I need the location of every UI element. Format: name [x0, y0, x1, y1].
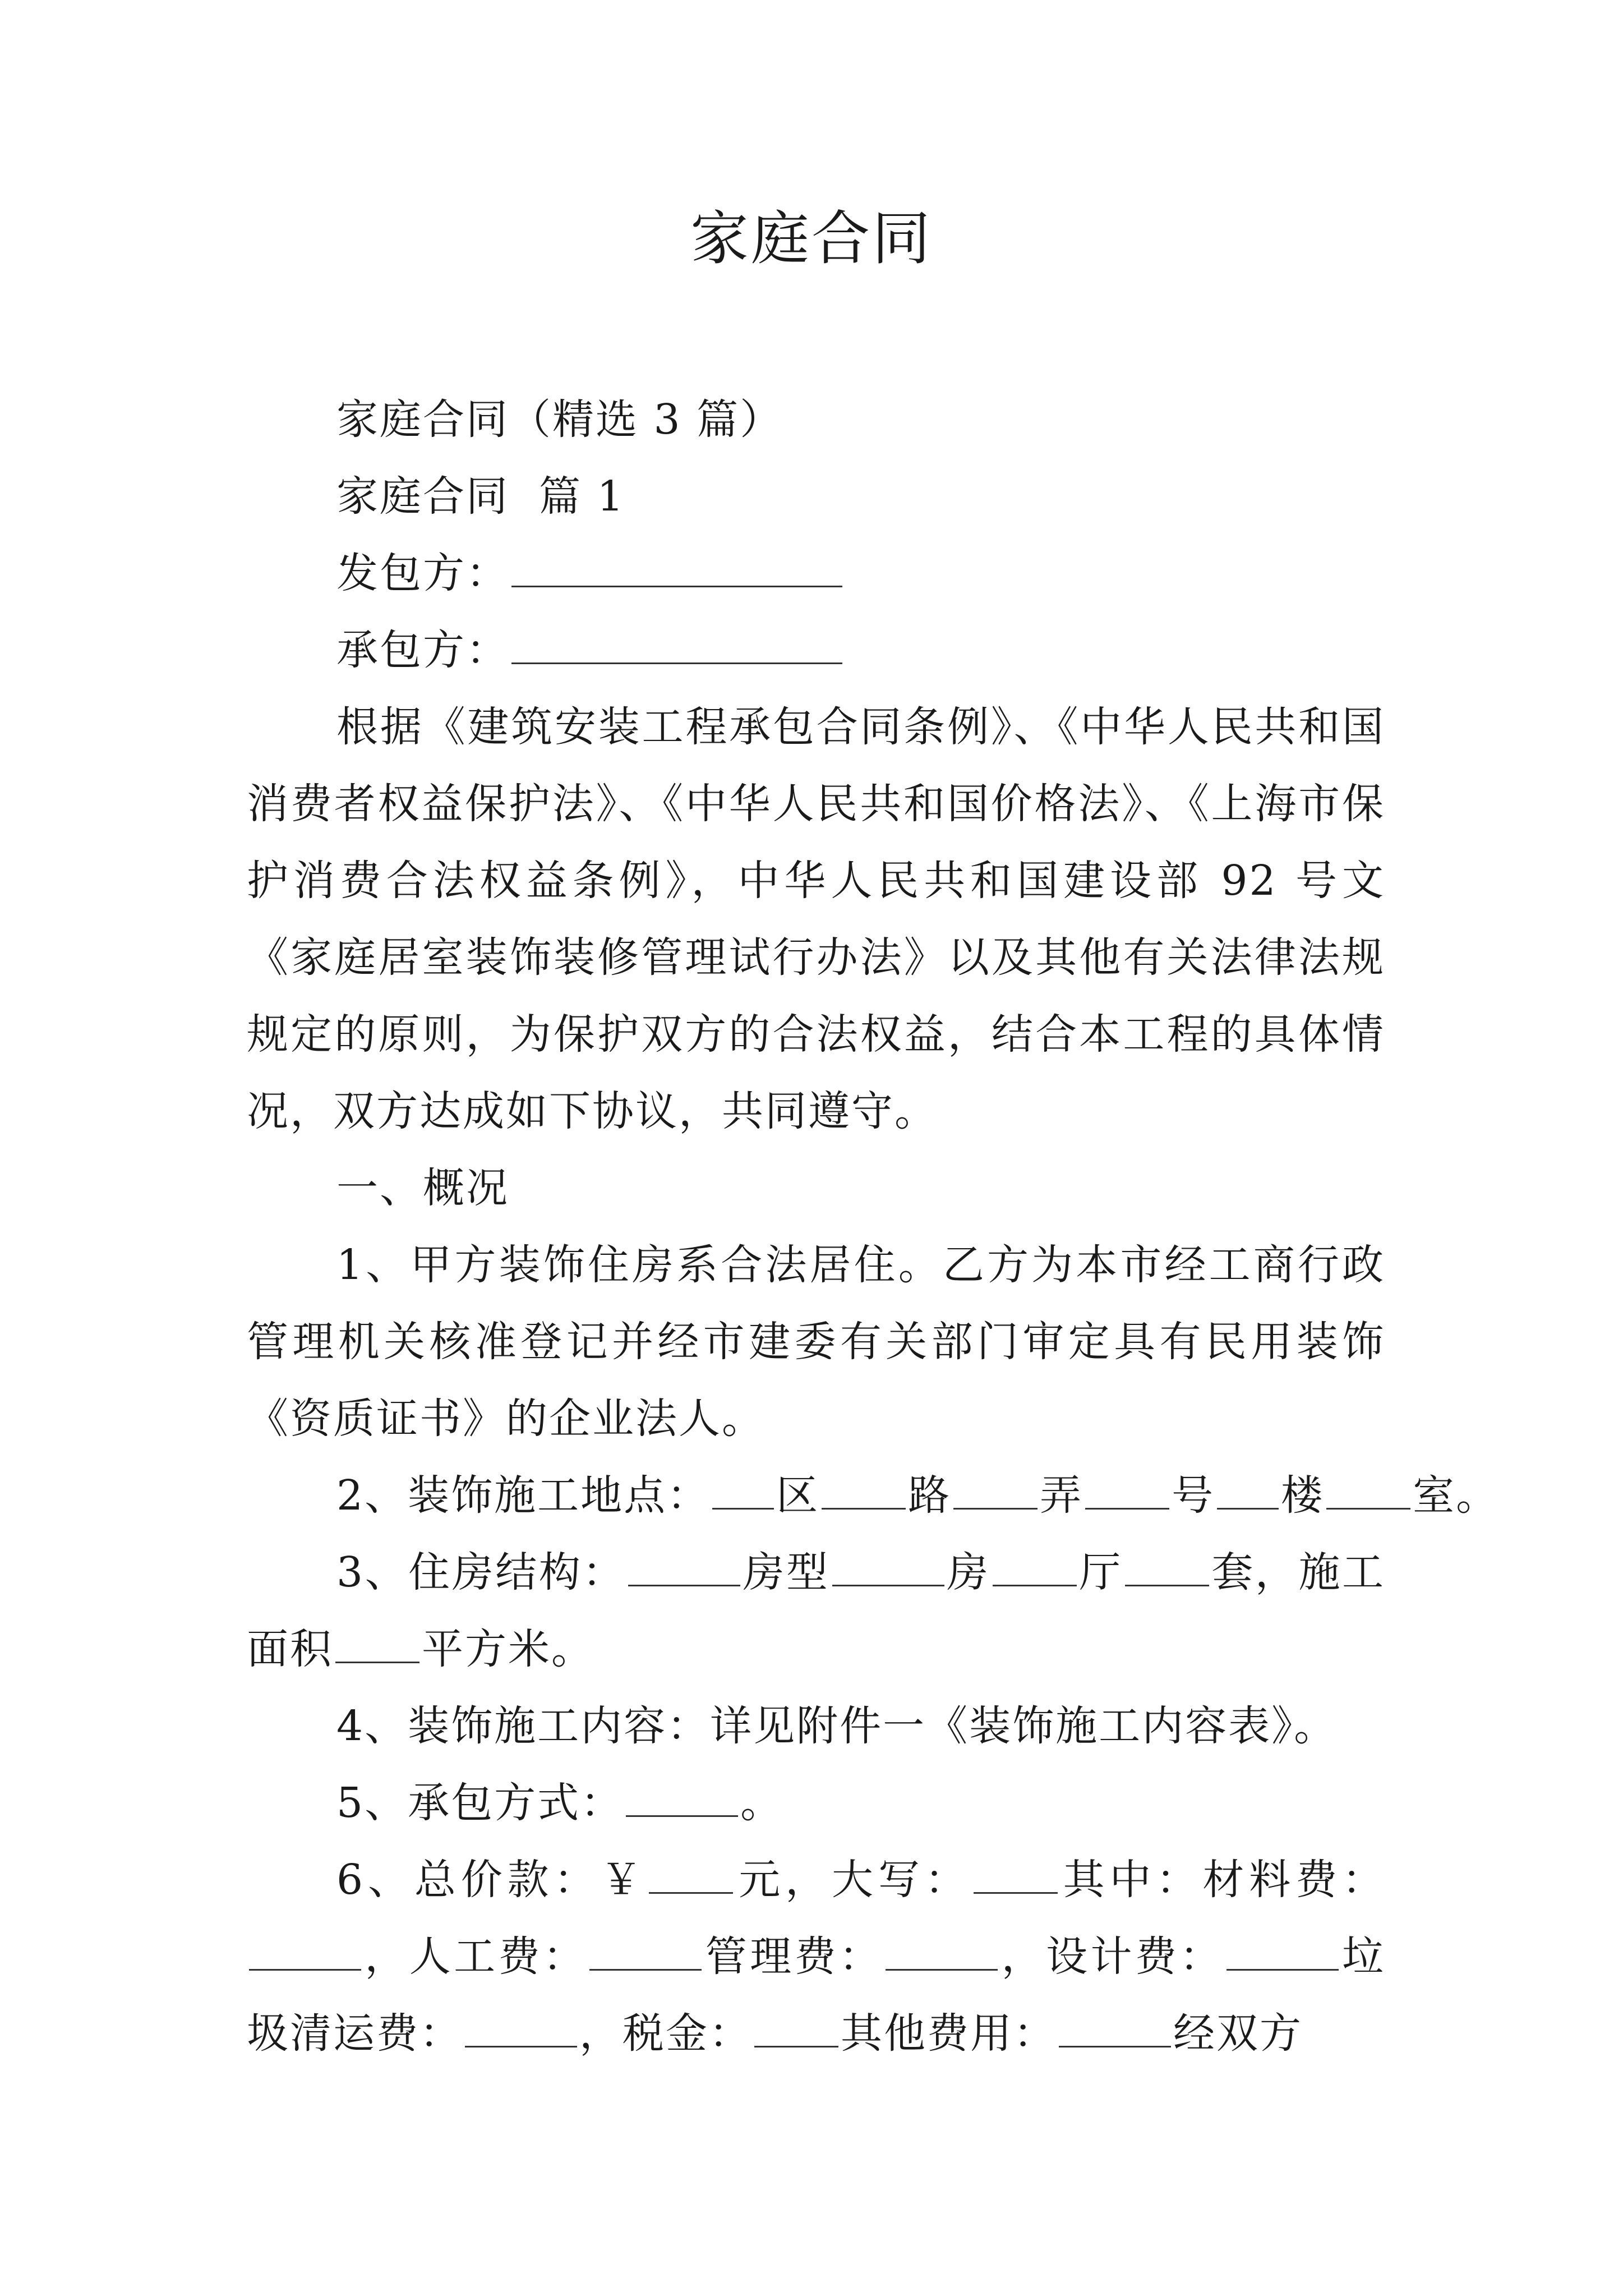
- room-blank: [1326, 1470, 1410, 1510]
- party-b-label: 承包方：: [336, 626, 509, 674]
- item-2-road: 路: [908, 1471, 952, 1520]
- item-6-label: 6、总价款：￥: [336, 1856, 647, 1904]
- item-2-lane: 弄: [1040, 1471, 1083, 1520]
- building-blank: [1217, 1470, 1279, 1510]
- item-6-yuan: 元，大写：: [735, 1856, 971, 1904]
- total-amount-blank: [649, 1855, 733, 1894]
- item-3-sets: 套，施工面积: [247, 1548, 1386, 1673]
- party-b-blank: [511, 625, 842, 664]
- lane-blank: [953, 1470, 1038, 1510]
- document-body: [247, 381, 1500, 2072]
- item-5-label: 5、承包方式：: [336, 1779, 624, 1827]
- road-blank: [822, 1470, 906, 1510]
- party-a-label: 发包方：: [336, 549, 509, 597]
- item-6-including: 其中：材料费：: [1059, 1856, 1386, 1904]
- tax-blank: [754, 2008, 838, 2047]
- item-3-halls: 厅: [1078, 1548, 1123, 1596]
- garbage-fee-blank: [465, 2008, 577, 2047]
- party-a-blank: [511, 548, 842, 587]
- item-2-number: 号: [1172, 1471, 1215, 1520]
- document-subtitle: 家庭合同（精选 3 篇）: [336, 395, 783, 444]
- number-blank: [1085, 1470, 1169, 1510]
- intro-paragraph: 根据《建筑安装工程承包合同条例》、《中华人民共和国消费者权益保护法》、《中华人民共和国价格法》、《上海市保护消费合法权益条例》，中华人民共和国建设部 92 号文《家庭居室装饰装修管理试行办法》以及其他有关法律法规规定的原则，为保护双方的合法权益，结合本工程的具体情况，双方达成如下协议，共同遵守。: [247, 703, 1385, 1135]
- rooms-blank: [832, 1547, 944, 1586]
- halls-blank: [993, 1547, 1077, 1586]
- contract-method-blank: [626, 1778, 738, 1817]
- item-6-garbage: 垃圾清运费：: [247, 1932, 1386, 2058]
- sets-blank: [1125, 1547, 1209, 1586]
- district-blank: [712, 1470, 774, 1510]
- section-heading: 家庭合同 篇 1: [336, 472, 625, 521]
- other-fee-blank: [1059, 2008, 1171, 2047]
- item-2-room: 室。: [1413, 1471, 1500, 1520]
- type-blank: [628, 1547, 740, 1586]
- item-3-label: 3、住房结构：: [336, 1548, 626, 1596]
- item-3-type: 房型: [742, 1548, 830, 1596]
- party-a-line: [247, 535, 1385, 612]
- item-3-area: 平方米。: [422, 1625, 594, 1673]
- item-2-building: 楼: [1281, 1471, 1325, 1520]
- item-6-tail: 经双方: [1173, 2009, 1303, 2058]
- item-3-rooms: 房: [946, 1548, 990, 1596]
- item-6-tax: ，税金：: [579, 2009, 752, 2058]
- area-blank: [335, 1624, 419, 1663]
- item-2-district: 区: [776, 1471, 820, 1520]
- item-6-labor: ，人工费：: [363, 1932, 588, 1981]
- design-fee-blank: [1227, 1931, 1339, 1971]
- labor-fee-blank: [589, 1931, 702, 1971]
- amount-in-words-blank: [974, 1855, 1058, 1894]
- item-2-label: 2、装饰施工地点：: [336, 1471, 711, 1520]
- document-title: 家庭合同: [690, 204, 933, 273]
- item-6-design: ，设计费：: [1000, 1932, 1224, 1981]
- item-2-line: [247, 1457, 1500, 1534]
- item-6-other: 其他费用：: [841, 2009, 1057, 2058]
- section-1-heading: 一、概况: [336, 1164, 509, 1212]
- item-1-paragraph: 1、甲方装饰住房系合法居住。乙方为本市经工商行政管理机关核准登记并经市建委有关部门审定具有民用装饰《资质证书》的企业法人。: [247, 1241, 1385, 1443]
- item-6-paragraph: [247, 1842, 1385, 2072]
- party-b-line: [247, 612, 1385, 689]
- item-6-management: 管理费：: [704, 1932, 884, 1981]
- management-fee-blank: [886, 1931, 998, 1971]
- material-fee-blank: [249, 1931, 361, 1971]
- item-3-paragraph: [247, 1534, 1385, 1688]
- item-5-line: [247, 1765, 1385, 1842]
- item-4-line: 4、装饰施工内容：详见附件一《装饰施工内容表》。: [336, 1702, 1338, 1750]
- item-5-end: 。: [740, 1779, 784, 1827]
